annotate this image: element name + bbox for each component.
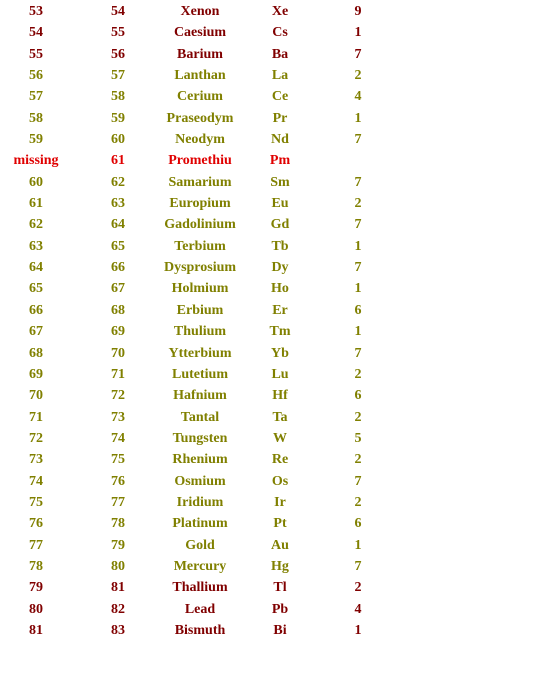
element-symbol: Ir xyxy=(274,494,286,510)
element-symbol: Er xyxy=(272,302,288,318)
element-name: Europium xyxy=(169,196,231,212)
atomic-number: 62 xyxy=(111,174,125,190)
table-row xyxy=(0,65,400,86)
row-index: 57 xyxy=(29,89,43,105)
element-symbol: Pr xyxy=(272,110,288,126)
atomic-number: 64 xyxy=(111,217,125,233)
row-index: 77 xyxy=(29,537,43,553)
count-value: 1 xyxy=(354,238,362,254)
table-row xyxy=(0,535,400,556)
row-index: 67 xyxy=(29,324,43,340)
row-index: 72 xyxy=(29,430,43,446)
count-value: 1 xyxy=(354,110,362,126)
element-name: Barium xyxy=(177,46,223,62)
element-name: Caesium xyxy=(173,25,227,41)
count-value: 2 xyxy=(354,68,362,84)
table-row xyxy=(0,385,400,406)
row-index: 74 xyxy=(29,473,43,489)
element-name: Lead xyxy=(184,601,216,617)
row-index: 81 xyxy=(29,622,43,638)
row-index: 70 xyxy=(29,388,43,404)
atomic-number: 65 xyxy=(111,238,125,254)
atomic-number: 81 xyxy=(111,580,125,596)
row-index: 71 xyxy=(29,409,43,425)
atomic-number: 54 xyxy=(111,4,125,19)
element-symbol: Bi xyxy=(273,622,287,638)
atomic-number: 78 xyxy=(111,516,125,532)
row-index: 53 xyxy=(29,4,43,19)
element-symbol: Cs xyxy=(272,25,288,41)
atomic-number: 79 xyxy=(111,537,125,553)
element-symbol: Hf xyxy=(272,388,288,404)
count-value: 2 xyxy=(354,196,362,212)
table-row xyxy=(0,108,400,129)
count-value: 7 xyxy=(354,558,362,574)
table-row xyxy=(0,150,400,171)
table-row xyxy=(0,44,400,65)
element-name: Neodym xyxy=(175,132,225,148)
atomic-number: 75 xyxy=(111,452,125,468)
atomic-number: 58 xyxy=(111,89,125,105)
element-name: Mercury xyxy=(173,558,227,574)
table-row xyxy=(0,620,400,641)
element-symbol: La xyxy=(271,68,289,84)
table-row xyxy=(0,86,400,107)
count-value: 4 xyxy=(354,89,362,105)
element-name: Promethiu xyxy=(168,153,232,169)
row-index: 73 xyxy=(29,452,43,468)
count-value: 7 xyxy=(354,345,362,361)
element-symbol: Re xyxy=(271,452,289,468)
atomic-number: 66 xyxy=(111,260,125,276)
row-index: 60 xyxy=(29,174,43,190)
count-value: 7 xyxy=(354,132,362,148)
row-index: 68 xyxy=(29,345,43,361)
atomic-number: 61 xyxy=(111,153,125,169)
count-value: 2 xyxy=(354,409,362,425)
atomic-number: 67 xyxy=(111,281,125,297)
element-name: Lutetium xyxy=(172,366,228,382)
element-symbol: Eu xyxy=(271,196,289,212)
element-name: Platinum xyxy=(172,516,228,532)
row-index: 59 xyxy=(29,132,43,148)
row-index: 64 xyxy=(29,260,43,276)
element-symbol: Ho xyxy=(271,281,289,297)
table-row xyxy=(0,599,400,620)
element-name: Cerium xyxy=(177,89,223,105)
row-index: 66 xyxy=(29,302,43,318)
atomic-number: 73 xyxy=(111,409,125,425)
atomic-number: 57 xyxy=(111,68,125,84)
element-name: Gold xyxy=(185,537,215,553)
element-name: Dysprosium xyxy=(163,260,237,276)
count-value: 6 xyxy=(354,302,362,318)
element-symbol: Hg xyxy=(271,558,289,574)
row-index: 54 xyxy=(29,25,43,41)
element-name: Rhenium xyxy=(172,452,228,468)
element-name: Ytterbium xyxy=(168,345,232,361)
element-symbol: Dy xyxy=(271,260,289,276)
element-symbol: Pm xyxy=(269,153,291,169)
table-row xyxy=(0,471,400,492)
table-row xyxy=(0,129,400,150)
count-value: 7 xyxy=(354,46,362,62)
element-name: Iridium xyxy=(176,494,224,510)
table-row xyxy=(0,257,400,278)
element-symbol: Tl xyxy=(273,580,287,596)
table-row xyxy=(0,321,400,342)
element-symbol: Pb xyxy=(271,601,289,617)
element-name: Tungsten xyxy=(172,430,228,446)
elements-table xyxy=(0,1,400,641)
table-row xyxy=(0,556,400,577)
count-value: 7 xyxy=(354,260,362,276)
element-symbol: Nd xyxy=(271,132,289,148)
element-symbol: Ce xyxy=(271,89,289,105)
table-row xyxy=(0,343,400,364)
count-value: 4 xyxy=(354,601,362,617)
row-index: 63 xyxy=(29,238,43,254)
element-name: Xenon xyxy=(180,4,220,19)
count-value: 7 xyxy=(354,473,362,489)
element-symbol: Yb xyxy=(271,345,289,361)
element-symbol: W xyxy=(273,430,287,446)
atomic-number: 80 xyxy=(111,558,125,574)
table-row xyxy=(0,278,400,299)
atomic-number: 83 xyxy=(111,622,125,638)
element-symbol: Tb xyxy=(271,238,289,254)
atomic-number: 56 xyxy=(111,46,125,62)
element-name: Gadolinium xyxy=(164,217,236,233)
atomic-number: 60 xyxy=(111,132,125,148)
row-index: missing xyxy=(13,153,59,169)
table-row xyxy=(0,577,400,598)
table-row xyxy=(0,1,400,22)
element-name: Osmium xyxy=(174,473,226,489)
atomic-number: 68 xyxy=(111,302,125,318)
count-value: 7 xyxy=(354,217,362,233)
atomic-number: 55 xyxy=(111,25,125,41)
row-index: 76 xyxy=(29,516,43,532)
row-index: 55 xyxy=(29,46,43,62)
atomic-number: 76 xyxy=(111,473,125,489)
table-row xyxy=(0,172,400,193)
atomic-number: 72 xyxy=(111,388,125,404)
atomic-number: 71 xyxy=(111,366,125,382)
table-row xyxy=(0,513,400,534)
element-symbol: Lu xyxy=(271,366,289,382)
element-symbol: Ta xyxy=(272,409,288,425)
element-name: Lanthan xyxy=(174,68,226,84)
count-value: 2 xyxy=(354,366,362,382)
element-symbol: Au xyxy=(271,537,289,553)
row-index: 61 xyxy=(29,196,43,212)
atomic-number: 82 xyxy=(111,601,125,617)
element-name: Bismuth xyxy=(174,622,226,638)
count-value: 2 xyxy=(354,580,362,596)
element-symbol: Sm xyxy=(270,174,290,190)
row-index: 78 xyxy=(29,558,43,574)
element-name: Thallium xyxy=(172,580,228,596)
element-symbol: Pt xyxy=(273,516,287,532)
count-value: 1 xyxy=(354,537,362,553)
element-symbol: Gd xyxy=(270,217,290,233)
atomic-number: 69 xyxy=(111,324,125,340)
table-row xyxy=(0,428,400,449)
row-index: 69 xyxy=(29,366,43,382)
row-index: 56 xyxy=(29,68,43,84)
element-name: Hafnium xyxy=(173,388,227,404)
table-row xyxy=(0,300,400,321)
table-row xyxy=(0,449,400,470)
count-value: 1 xyxy=(354,281,362,297)
row-index: 80 xyxy=(29,601,43,617)
count-value: 2 xyxy=(354,494,362,510)
atomic-number: 63 xyxy=(111,196,125,212)
row-index: 58 xyxy=(29,110,43,126)
element-symbol: Tm xyxy=(269,324,291,340)
table-row xyxy=(0,22,400,43)
atomic-number: 59 xyxy=(111,110,125,126)
count-value: 1 xyxy=(354,324,362,340)
row-index: 62 xyxy=(29,217,43,233)
element-name: Samarium xyxy=(168,174,232,190)
table-row xyxy=(0,407,400,428)
element-symbol: Os xyxy=(271,473,289,489)
table-row xyxy=(0,364,400,385)
atomic-number: 74 xyxy=(111,430,125,446)
element-name: Tantal xyxy=(180,409,220,425)
count-value: 1 xyxy=(354,622,362,638)
element-name: Holmium xyxy=(171,281,229,297)
count-value: 6 xyxy=(354,516,362,532)
element-symbol: Xe xyxy=(271,4,289,19)
atomic-number: 70 xyxy=(111,345,125,361)
atomic-number: 77 xyxy=(111,494,125,510)
count-value: 7 xyxy=(354,174,362,190)
element-name: Terbium xyxy=(174,238,226,254)
table-row xyxy=(0,492,400,513)
count-value: 5 xyxy=(354,430,362,446)
count-value: 2 xyxy=(354,452,362,468)
row-index: 79 xyxy=(29,580,43,596)
count-value: 1 xyxy=(354,25,362,41)
row-index: 65 xyxy=(29,281,43,297)
element-name: Thulium xyxy=(173,324,227,340)
table-row xyxy=(0,236,400,257)
table-row xyxy=(0,214,400,235)
element-name: Erbium xyxy=(176,302,224,318)
element-symbol: Ba xyxy=(271,46,289,62)
count-value: 6 xyxy=(354,388,362,404)
row-index: 75 xyxy=(29,494,43,510)
count-value: 9 xyxy=(354,4,362,19)
element-name: Praseodym xyxy=(166,110,234,126)
table-row xyxy=(0,193,400,214)
